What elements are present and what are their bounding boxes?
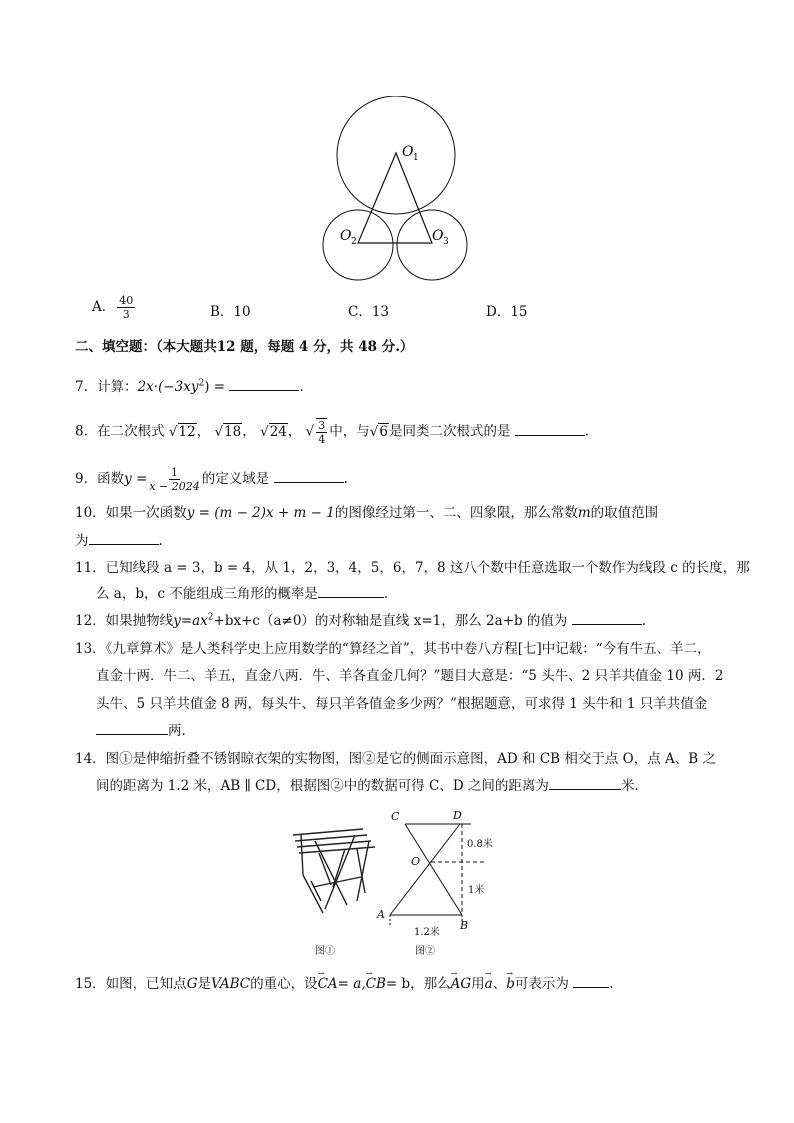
drying-rack-figure (285, 805, 525, 963)
dim-bottom: 1米 (468, 885, 485, 896)
label-o2-sub: 2 (351, 237, 357, 247)
question-15: 15．如图，已知点G是VABC的重心，设→ CA= a,→ CB= b，那么→ AG用→ a、→ b可表示为 . (75, 974, 613, 994)
answer-blank[interactable] (515, 422, 585, 436)
answer-blank[interactable] (229, 377, 299, 391)
circle-o3 (397, 210, 467, 280)
label-d: D (453, 809, 462, 822)
question-13-line2: 直金十两．牛二、羊五，直金八两．牛、羊各直金几何？”题目大意是：“5 头牛、2 只羊共值金 10 两．2 (96, 668, 724, 684)
label-o3-sub: 3 (443, 237, 449, 247)
label-o: O (411, 855, 421, 868)
label-o1: O (402, 144, 414, 160)
question-12: 12．如果抛物线$y=ax^2+bx+c(a\ne 0)$的对称轴是直线 x=1，那么 2a+b 的值为 . (75, 612, 646, 629)
label-o3: O (432, 228, 444, 244)
label-b: B (460, 919, 469, 932)
question-14-line1: 14．图①是伸缩折叠不锈钢晾衣架的实物图，图②是它的侧面示意图，AD 和 CB 相交于点 O，点 A、B 之 (75, 751, 716, 767)
answer-blank[interactable] (89, 531, 159, 545)
label-o1-sub: 1 (413, 153, 419, 163)
question-8: 8．在二次根式 √12， √18， √24， √ $\frac{3}{4}$ 中，与√6是同类二次根式的是 . (75, 419, 590, 446)
section-heading: 二、填空题：（本大题共12 题，每题 4 分，共 48 分.） (75, 339, 414, 355)
dim-base: 1.2米 (414, 927, 440, 938)
question-14-line2: 间的距离为 1.2 米，AB ∥ CD，根据图②中的数据可得 C、D 之间的距离为 米. (96, 778, 639, 794)
question-13-line4: 两. (96, 721, 186, 741)
answer-blank[interactable] (572, 611, 642, 625)
question-11-line1: 11．已知线段 a = 3，b = 4，从 1，2，3，4，5，6，7，8 这八个数中任意选取一个数作为线段 c 的长度，那 (75, 560, 750, 576)
answer-blank[interactable] (274, 469, 344, 483)
triangle-o1o2o3 (358, 153, 432, 243)
question-10-line2: 为 . (75, 533, 163, 549)
answer-blank[interactable] (573, 974, 609, 988)
question-13-line1: 13．《九章算术》是人类科学史上应用数学的“算经之首”，其书中卷八方程[七]中记载：“今有牛五、羊二， (75, 641, 711, 657)
option-b: B．10 (210, 304, 251, 320)
caption-2: 图② (415, 946, 435, 957)
circles-triangle-figure (318, 96, 468, 286)
question-13-line3: 头牛、5 只羊共值金 8 两，每头牛、每只羊各值金多少两？”根据题意，可求得 1 头牛和 1 只羊共值金 (96, 696, 708, 712)
question-7: 7．计算：$2x\cdot(-3xy^2)$ = . (75, 378, 304, 395)
question-10-line1: 10．如果一次函数y = (m − 2)x + m − 1的图像经过第一、二、四象限，那么常数m的取值范围 (75, 505, 659, 521)
question-11-line2: 么 a，b，c 不能组成三角形的概率是 . (96, 586, 389, 602)
label-a: A (377, 908, 385, 921)
schematic-points (376, 809, 468, 932)
option-a: A． $\frac{40}{3}$ (92, 294, 134, 321)
option-c: C．13 (348, 304, 390, 320)
circle-o2 (323, 210, 393, 280)
dim-top: 0.8米 (467, 839, 493, 850)
label-c: C (391, 810, 400, 823)
option-a-fraction: $\frac{40}{3}$ (119, 294, 134, 321)
label-o2: O (340, 228, 352, 244)
answer-blank[interactable] (96, 721, 168, 735)
answer-blank[interactable] (318, 584, 384, 598)
answer-blank[interactable] (549, 776, 621, 790)
rack-photo-sketch (293, 829, 375, 913)
circle-o1 (337, 96, 455, 214)
option-d: D．15 (486, 304, 528, 320)
caption-1: 图① (315, 946, 335, 957)
question-9: 9．函数y = $\frac{1}{x - 2024}$ 的定义域是 . (75, 466, 348, 493)
